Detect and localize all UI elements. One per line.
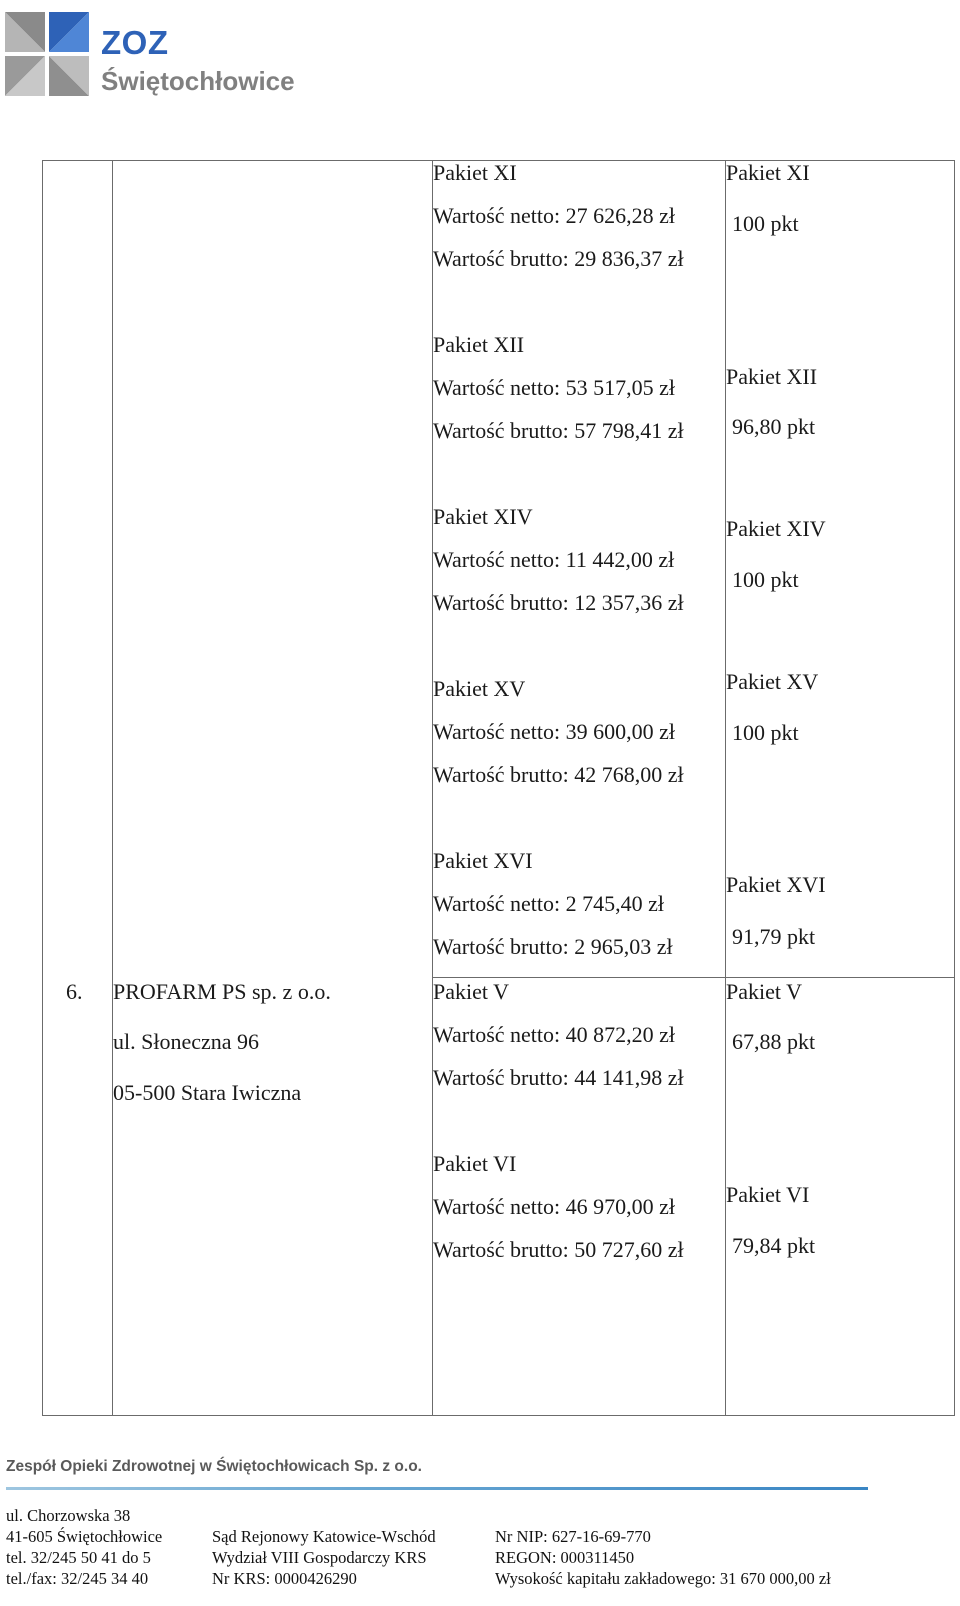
- score-value: 100 pkt: [732, 567, 799, 592]
- row-divider: [432, 977, 954, 978]
- offer-netto: Wartość netto: 11 442,00 zł: [433, 547, 675, 572]
- score-pakiet: Pakiet XI: [726, 160, 810, 185]
- offer-pakiet: Pakiet XIV: [433, 504, 533, 529]
- score-value: 96,80 pkt: [732, 414, 816, 439]
- footer-line: REGON: 000311450: [495, 1548, 635, 1567]
- column-divider: [112, 161, 113, 1415]
- footer-line: Nr KRS: 0000426290: [212, 1569, 357, 1588]
- contractor-name: PROFARM PS sp. z o.o.: [113, 979, 331, 1004]
- offer-pakiet: Pakiet XI: [433, 160, 517, 185]
- score-pakiet: Pakiet XV: [726, 669, 819, 694]
- score-value: 79,84 pkt: [732, 1233, 816, 1258]
- offer-pakiet: Pakiet XVI: [433, 848, 533, 873]
- offer-netto: Wartość netto: 39 600,00 zł: [433, 719, 676, 744]
- contractor-city: 05-500 Stara Iwiczna: [113, 1080, 302, 1105]
- score-value: 100 pkt: [732, 720, 799, 745]
- row-number: 6.: [66, 979, 83, 1004]
- offer-brutto: Wartość brutto: 42 768,00 zł: [433, 762, 684, 787]
- footer-divider: [6, 1487, 868, 1490]
- score-pakiet: Pakiet VI: [726, 1182, 810, 1207]
- offer-pakiet: Pakiet XII: [433, 332, 525, 357]
- offer-pakiet: Pakiet VI: [433, 1151, 517, 1176]
- offer-brutto: Wartość brutto: 2 965,03 zł: [433, 934, 673, 959]
- score-value: 91,79 pkt: [732, 924, 816, 949]
- logo-subtitle: Świętochłowice: [101, 66, 295, 96]
- offer-brutto: Wartość brutto: 57 798,41 zł: [433, 418, 684, 443]
- score-pakiet: Pakiet V: [726, 979, 802, 1004]
- offer-netto: Wartość netto: 53 517,05 zł: [433, 375, 676, 400]
- footer-line: Sąd Rejonowy Katowice-Wschód: [212, 1527, 436, 1546]
- offer-brutto: Wartość brutto: 44 141,98 zł: [433, 1065, 684, 1090]
- offer-netto: Wartość netto: 2 745,40 zł: [433, 891, 665, 916]
- offer-netto: Wartość netto: 27 626,28 zł: [433, 203, 676, 228]
- footer-line: 41-605 Świętochłowice: [6, 1527, 163, 1546]
- score-pakiet: Pakiet XVI: [726, 872, 826, 897]
- offer-netto: Wartość netto: 40 872,20 zł: [433, 1022, 676, 1047]
- logo-emblem-icon: [5, 12, 95, 97]
- footer-line: Nr NIP: 627-16-69-770: [495, 1527, 651, 1546]
- footer-company-name: Zespół Opieki Zdrowotnej w Świętochłowicach Sp. z o.o.: [6, 1458, 422, 1475]
- column-divider: [725, 161, 726, 1415]
- logo-title: ZOZ: [101, 24, 169, 61]
- score-value: 67,88 pkt: [732, 1029, 816, 1054]
- footer-line: Wysokość kapitału zakładowego: 31 670 000,00 zł: [495, 1569, 831, 1588]
- score-value: 100 pkt: [732, 211, 799, 236]
- footer-line: Wydział VIII Gospodarczy KRS: [212, 1548, 427, 1567]
- company-logo: [5, 12, 315, 97]
- footer-line: ul. Chorzowska 38: [6, 1506, 131, 1525]
- offer-brutto: Wartość brutto: 12 357,36 zł: [433, 590, 684, 615]
- offer-pakiet: Pakiet XV: [433, 676, 526, 701]
- offer-pakiet: Pakiet V: [433, 979, 509, 1004]
- offer-netto: Wartość netto: 46 970,00 zł: [433, 1194, 676, 1219]
- footer-line: tel. 32/245 50 41 do 5: [6, 1548, 151, 1567]
- offer-brutto: Wartość brutto: 29 836,37 zł: [433, 246, 684, 271]
- offer-brutto: Wartość brutto: 50 727,60 zł: [433, 1237, 684, 1262]
- score-pakiet: Pakiet XIV: [726, 516, 826, 541]
- footer-line: tel./fax: 32/245 34 40: [6, 1569, 149, 1588]
- contractor-street: ul. Słoneczna 96: [113, 1029, 260, 1054]
- score-pakiet: Pakiet XII: [726, 364, 818, 389]
